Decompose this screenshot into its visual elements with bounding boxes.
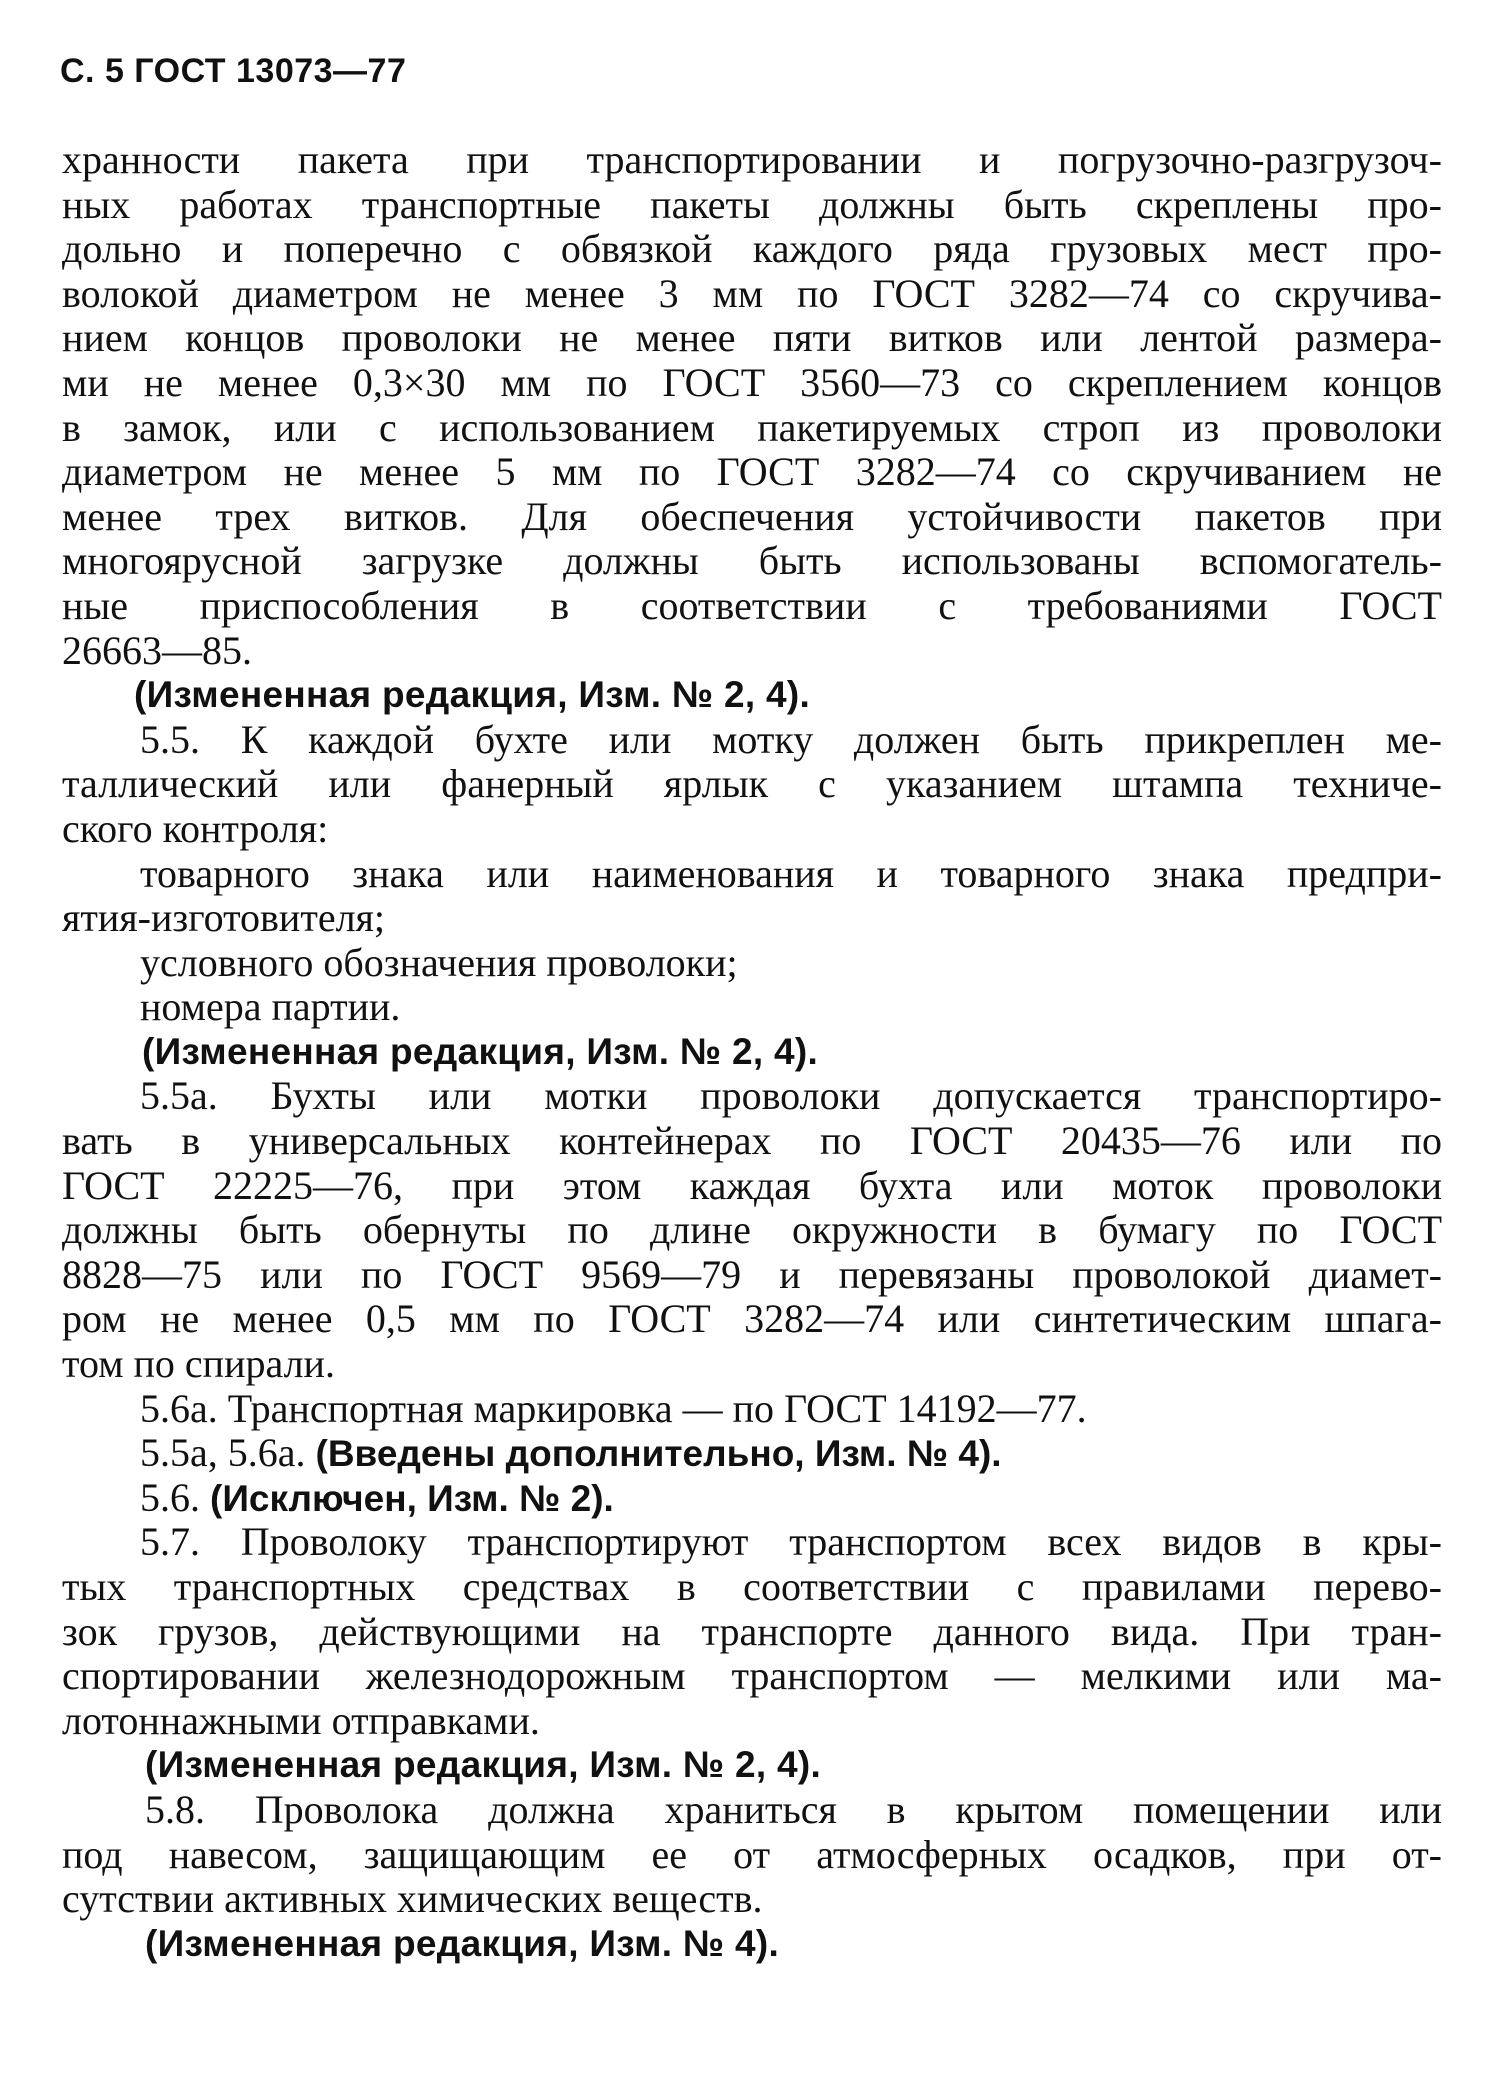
text-line: ятия-изготовителя;	[62, 895, 386, 941]
text-line: менее трех витков. Для обеспечения устойчивости пакетов при	[62, 493, 1442, 539]
amendment-note: (Измененная редакция, Изм. № 2, 4).	[142, 1030, 819, 1072]
page-header: С. 5 ГОСТ 13073—77	[60, 52, 407, 90]
text-line: волокой диаметром не менее 3 мм по ГОСТ 3282—74 со скручива-	[62, 270, 1442, 316]
text-line: ром не менее 0,5 мм по ГОСТ 3282—74 или синтетическим шпага-	[62, 1296, 1442, 1342]
text-line: дольно и поперечно с обвязкой каждого ряда грузовых мест про-	[62, 226, 1442, 272]
text-line: ных работах транспортные пакеты должны быть скреплены про-	[62, 181, 1442, 227]
text-line: сутствии активных химических веществ.	[62, 1876, 763, 1922]
list-item-first-line: товарного знака или наименования и товарного знака предпри-	[140, 850, 1442, 896]
text-line: спортировании железнодорожным транспортом — мелкими или ма-	[62, 1653, 1442, 1699]
text-line: ные приспособления в соответствии с требованиями ГОСТ	[62, 582, 1442, 628]
text-line: том по спирали.	[62, 1341, 335, 1387]
text-line: ГОСТ 22225—76, при этом каждая бухта или моток проволоки	[62, 1162, 1442, 1208]
text-line: тых транспортных средствах в соответствии с правилами перево-	[62, 1564, 1442, 1609]
clause-5-8-first-line: 5.8. Проволока должна храниться в крытом помещении или	[145, 1786, 1442, 1832]
amendment-note: (Исключен, Изм. № 2).	[210, 1477, 614, 1519]
clause-5-7-first-line: 5.7. Проволоку транспортируют транспортом всех видов в кры-	[140, 1519, 1442, 1565]
clause-reference: 5.5а, 5.6а.	[140, 1430, 306, 1476]
text-line: ми не менее 0,3×30 мм по ГОСТ 3560—73 со скреплением концов	[62, 359, 1442, 405]
text-line: вать в универсальных контейнерах по ГОСТ 20435—76 или по	[62, 1118, 1442, 1164]
text-line: лотоннажными отправками.	[62, 1697, 540, 1743]
text-line: 8828—75 или по ГОСТ 9569—79 и перевязаны проволокой диамет-	[62, 1251, 1442, 1297]
list-item: условного обозначения проволоки;	[140, 939, 738, 985]
clause-5-6-note	[62, 1476, 1442, 1521]
text-line: многоярусной загрузке должны быть использованы вспомогатель-	[62, 538, 1442, 584]
clause-5-6a: 5.6а. Транспортная маркировка — по ГОСТ 14192—77.	[140, 1385, 1087, 1431]
text-line: хранности пакета при транспортировании и погрузочно-разгрузоч-	[62, 137, 1442, 182]
list-item: номера партии.	[140, 984, 401, 1030]
amendment-note: (Измененная редакция, Изм. № 4).	[145, 1922, 780, 1964]
document-body	[62, 138, 1442, 1966]
text-line: 26663—85.	[62, 627, 252, 673]
amendment-note: (Измененная редакция, Изм. № 2, 4).	[145, 1744, 822, 1786]
clause-5-5a-5-6a-note	[62, 1431, 1442, 1476]
text-line: должны быть обернуты по длине окружности в бумагу по ГОСТ	[62, 1207, 1442, 1253]
amendment-note: (Измененная редакция, Изм. № 2, 4).	[134, 674, 811, 716]
amendment-note: (Введены дополнительно, Изм. № 4).	[315, 1433, 1002, 1475]
text-line: таллический или фанерный ярлык с указанием штампа техниче-	[62, 761, 1442, 807]
text-line: зок грузов, действующими на транспорте данного вида. При тран-	[62, 1608, 1442, 1654]
text-line: нием концов проволоки не менее пяти витков или лентой размера-	[62, 315, 1442, 361]
clause-5-5a-first-line: 5.5а. Бухты или мотки проволоки допускается транспортиро-	[140, 1073, 1442, 1119]
text-line: в замок, или с использованием пакетируемых строп из проволоки	[62, 404, 1442, 450]
clause-5-5-first-line: 5.5. К каждой бухте или мотку должен быть прикреплен ме-	[140, 716, 1442, 762]
text-line: ского контроля:	[62, 805, 329, 851]
text-line: диаметром не менее 5 мм по ГОСТ 3282—74 со скручиванием не	[62, 449, 1442, 495]
clause-reference: 5.6.	[140, 1474, 200, 1520]
text-line: под навесом, защищающим ее от атмосферных осадков, при от-	[62, 1831, 1442, 1877]
